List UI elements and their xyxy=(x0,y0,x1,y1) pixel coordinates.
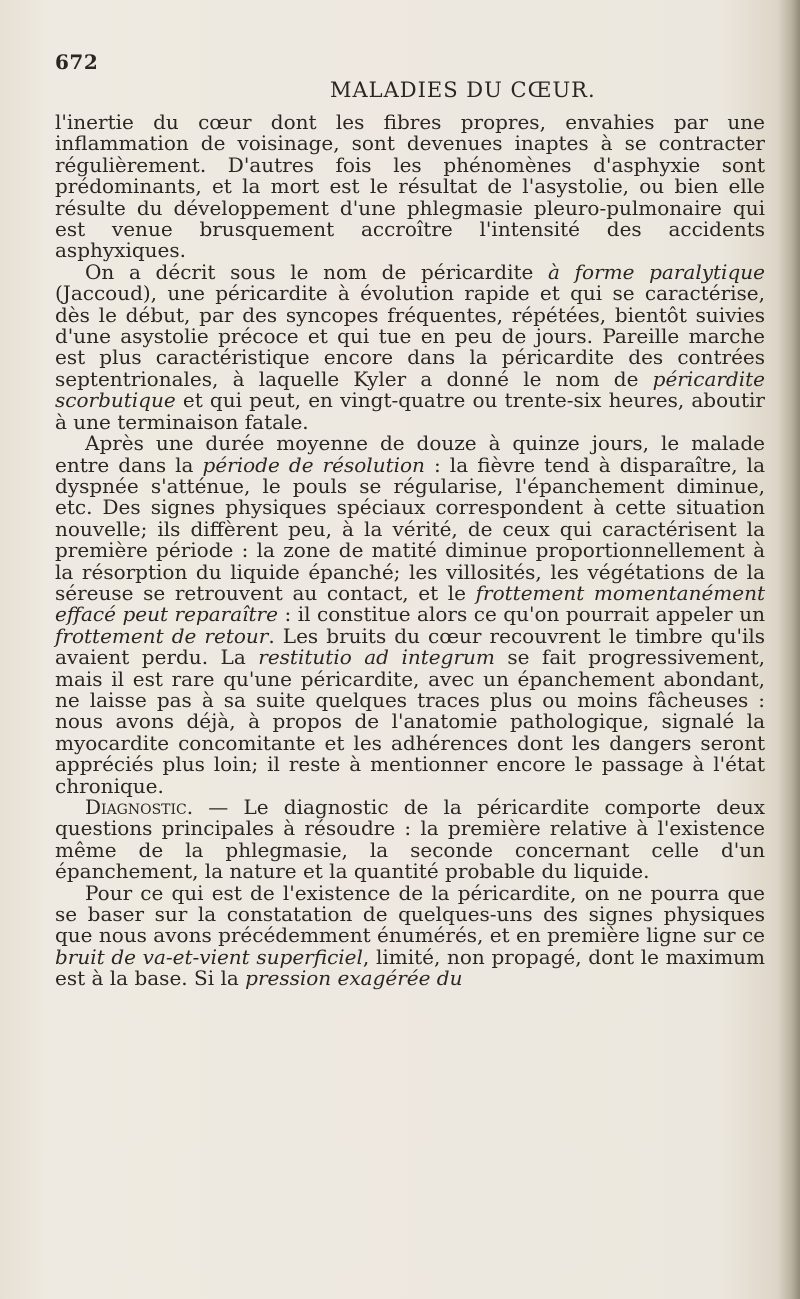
italic-run: pression exagérée du xyxy=(245,966,463,991)
italic-run: frottement de retour xyxy=(55,623,269,648)
body-text xyxy=(55,112,765,990)
text-run: : il constitue alors ce qu'on pourrait appeler un xyxy=(277,602,765,627)
italic-run: à forme paralytique xyxy=(548,259,765,284)
text-run: On a décrit sous le nom de péricardite xyxy=(85,259,549,284)
paragraph-existence xyxy=(55,880,766,991)
paragraph-diagnostic xyxy=(55,797,765,883)
italic-run: frottement momentanément effacé peut reparaître xyxy=(55,580,765,627)
text-run: — Le diagnostic de la péricardite comporte deux questions principales à résoudre : la première relative à l'existence même de la phlegmasie, la seconde concernant celle d'un épanchement, la nature et la quantité probable du liquide. xyxy=(55,795,765,884)
text-run: Pour ce qui est de l'existence de la péricardite, on ne pourra que se baser sur la constatation de quelques-uns des signes physiques que nous avons précédemment énumérés, et en première ligne sur ce xyxy=(55,880,765,948)
text-run: (Jaccoud), une péricardite à évolution rapide et qui se caractérise, dès le début, par des syncopes fréquentes, répétées, bientôt suivies d'une asystolie précoce et qui tue en peu de jours. Pareille marche est plus caractéristique encore dans la péricardite des contrées septentrionales, à laquelle Kyler a donné le nom de xyxy=(55,281,765,391)
paragraph-continuation xyxy=(55,112,765,262)
running-title: MALADIES DU CŒUR. xyxy=(330,78,596,102)
text-run: : la fièvre tend à disparaître, la dyspnée s'atténue, le pouls se régularise, l'épanchement diminue, etc. Des signes physiques spéciaux correspondent à cette situation nouvelle; ils diffèrent peu, à la vérité, de ceux qui caractérisent la première période : la zone de matité diminue proportionnellement à la résorption du liquide épanché; les villosités, les végétations de la séreuse se retrouvent au contact, et le xyxy=(55,452,765,605)
italic-run: période de résolution xyxy=(202,452,425,477)
text-run: se fait progressivement, mais il est rare qu'une péricardite, avec un épanchement abondant, ne laisse pas à sa suite quelques traces plus ou moins fâcheuses : nous avons déjà, à propos de l'anatomie pathologique, signalé la myocardite concomitante et les adhérences dont les dangers seront appréciés plus loin; il reste à mentionner encore le passage à l'état chronique. xyxy=(55,645,765,798)
text-run: . Les bruits du cœur recouvrent le timbre qu'ils avaient perdu. La xyxy=(55,623,766,670)
text-run: l'inertie du cœur dont les fibres propres, envahies par une inflammation de voisinage, sont devenues inaptes à se contracter régulièrement. D'autres fois les phénomènes d'asphyxie sont prédominants, et la mort est le résultat de l'asystolie, ou bien elle résulte du développement d'une phlegmasie pleuro-pulmonaire qui est venue brusquement accroître l'intensité des accidents asphyxiques. xyxy=(55,110,765,263)
page-number: 672 xyxy=(55,50,99,74)
text-run: , limité, non propagé, dont le maximum est à la base. Si la xyxy=(55,944,766,991)
italic-run: péricardite scorbutique xyxy=(55,366,765,413)
section-heading: Diagnostic. xyxy=(85,795,194,819)
italic-run: bruit de va-et-vient superficiel xyxy=(55,944,363,969)
text-run: Après une durée moyenne de douze à quinze jours, le malade entre dans la xyxy=(55,431,765,477)
text-run: et qui peut, en vingt-quatre ou trente-six heures, aboutir à une terminaison fatale. xyxy=(55,388,765,434)
paragraph-resolution-period xyxy=(55,433,765,797)
page-edge-shadow xyxy=(778,0,800,1299)
paragraph-paralytic-form xyxy=(55,259,765,434)
italic-run: restitutio ad integrum xyxy=(258,645,495,670)
